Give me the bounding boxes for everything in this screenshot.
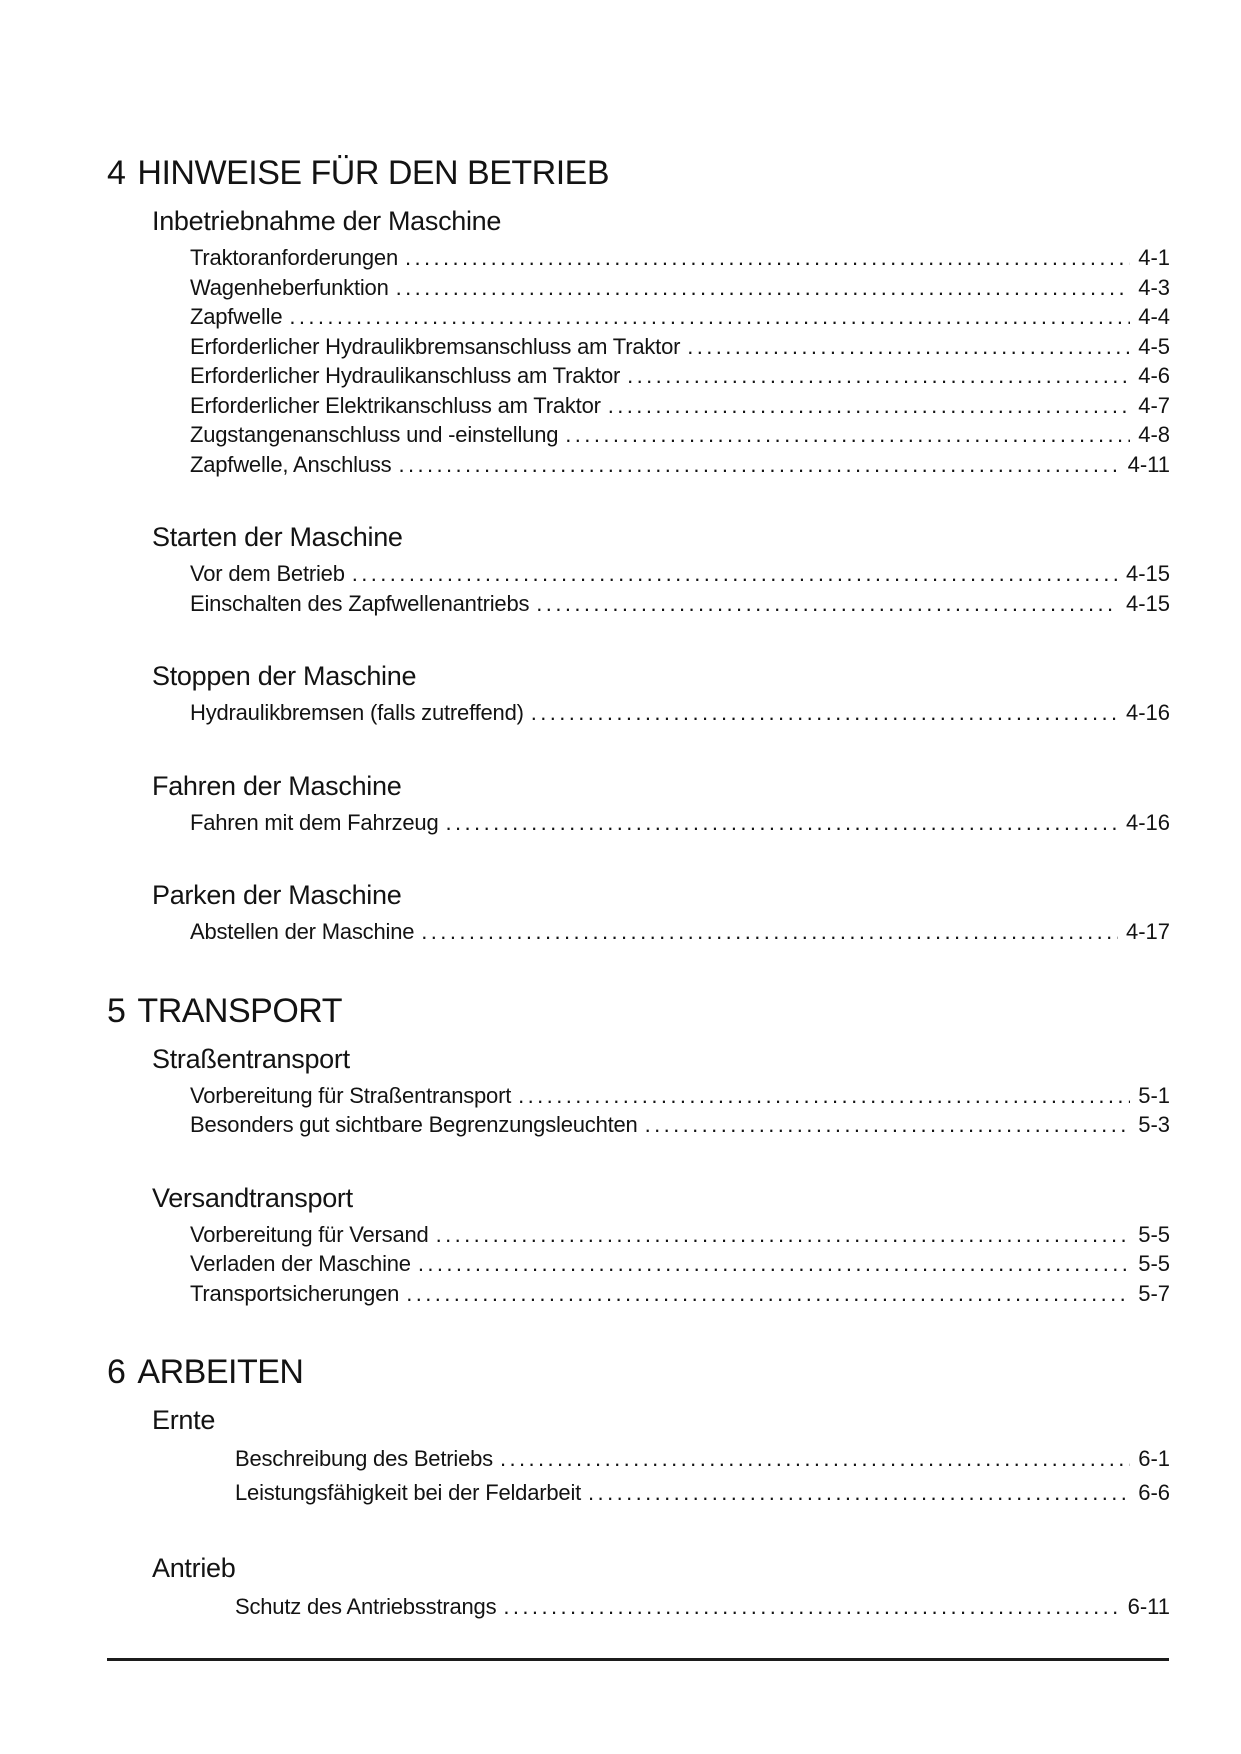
dot-leader <box>446 808 1118 838</box>
toc-item-label: Vorbereitung für Versand <box>190 1221 429 1247</box>
page-number: 4-7 <box>1138 392 1170 418</box>
toc-row <box>235 1476 1170 1510</box>
toc-item-label: Transportsicherungen <box>190 1280 400 1306</box>
section-heading: Versandtransport <box>152 1182 353 1213</box>
chapter-heading <box>107 1352 1170 1392</box>
dot-leader <box>687 332 1130 362</box>
toc-item-label: Erforderlicher Elektrikanschluss am Traktor <box>190 392 601 418</box>
dot-leader <box>396 273 1131 303</box>
dot-leader <box>645 1110 1131 1140</box>
page-number: 4-3 <box>1138 274 1170 300</box>
toc-section <box>107 203 1170 479</box>
toc-list <box>190 698 1170 728</box>
toc-row <box>190 1220 1170 1250</box>
page-number: 4-5 <box>1138 333 1170 359</box>
page-number: 6-6 <box>1138 1480 1170 1505</box>
toc-item-label: Vor dem Betrieb <box>190 561 345 586</box>
section-heading: Stoppen der Maschine <box>152 661 417 691</box>
dot-leader <box>588 1476 1130 1510</box>
toc-item-label: Einschalten des Zapfwellenantriebs <box>190 590 530 616</box>
page-number: 4-16 <box>1125 809 1170 835</box>
toc-list <box>190 1220 1170 1309</box>
toc-section <box>107 519 1170 618</box>
dot-leader <box>608 391 1130 421</box>
section-heading: Ernte <box>152 1405 216 1435</box>
toc-section <box>107 1180 1170 1309</box>
toc-item-label: Verladen der Maschine <box>190 1251 411 1276</box>
toc-row <box>190 808 1170 838</box>
dot-leader <box>418 1249 1130 1279</box>
section-heading: Inbetriebnahme der Maschine <box>152 206 502 236</box>
page-number: 5-5 <box>1138 1221 1170 1247</box>
toc-row <box>190 332 1170 362</box>
toc-row <box>190 420 1170 450</box>
section-heading: Starten der Maschine <box>152 522 403 552</box>
dot-leader <box>436 1220 1131 1250</box>
toc-item-label: Erforderlicher Hydraulikbremsanschluss am Traktor <box>190 333 681 359</box>
toc-row <box>235 1442 1170 1476</box>
toc-row <box>190 1279 1170 1309</box>
dot-leader <box>518 1081 1130 1111</box>
toc-content <box>107 153 1170 1624</box>
toc-item-label: Beschreibung des Betriebs <box>235 1446 493 1471</box>
toc-row <box>190 698 1170 728</box>
chapter-number: 6 <box>107 1353 126 1391</box>
page-number: 4-17 <box>1125 919 1170 944</box>
section-heading: Straßentransport <box>152 1043 350 1074</box>
toc-section <box>107 768 1170 838</box>
page-number: 4-15 <box>1125 561 1170 586</box>
dot-leader <box>398 450 1119 480</box>
dot-leader <box>421 917 1118 947</box>
toc-row <box>190 559 1170 589</box>
toc-list <box>190 917 1170 947</box>
page-number: 5-5 <box>1138 1251 1170 1276</box>
page-number: 4-1 <box>1138 245 1170 270</box>
toc-item-label: Vorbereitung für Straßentransport <box>190 1082 512 1108</box>
dot-leader <box>536 589 1118 619</box>
toc-row <box>190 450 1170 480</box>
page-number: 4-16 <box>1125 700 1170 725</box>
chapter-title: TRANSPORT <box>137 991 342 1030</box>
toc-row <box>190 302 1170 332</box>
chapter-title: HINWEISE FÜR DEN BETRIEB <box>137 154 610 192</box>
toc-item-label: Besonders gut sichtbare Begrenzungsleuchten <box>190 1112 638 1137</box>
toc-list <box>190 808 1170 838</box>
section-heading: Antrieb <box>152 1553 236 1583</box>
toc-row <box>190 1249 1170 1279</box>
toc-item-label: Zapfwelle, Anschluss <box>190 451 392 477</box>
dot-leader <box>627 361 1130 391</box>
dot-leader <box>565 420 1130 450</box>
page-number: 4-6 <box>1138 363 1170 388</box>
toc-section <box>107 1550 1170 1624</box>
section-heading: Parken der Maschine <box>152 880 402 910</box>
page-number: 4-4 <box>1138 304 1170 329</box>
section-heading: Fahren der Maschine <box>152 770 402 801</box>
chapter-number: 4 <box>107 154 126 192</box>
toc-row <box>190 1081 1170 1111</box>
dot-leader <box>405 243 1130 273</box>
toc-section <box>107 877 1170 947</box>
toc-list <box>235 1590 1170 1624</box>
toc-list <box>190 243 1170 479</box>
toc-list <box>190 1081 1170 1140</box>
toc-row <box>190 589 1170 619</box>
toc-item-label: Abstellen der Maschine <box>190 919 415 944</box>
toc-item-label: Leistungsfähigkeit bei der Feldarbeit <box>235 1480 582 1505</box>
dot-leader <box>406 1279 1130 1309</box>
page-number: 6-11 <box>1127 1594 1170 1619</box>
dot-leader <box>531 698 1118 728</box>
toc-item-label: Fahren mit dem Fahrzeug <box>190 809 439 835</box>
page-number: 4-8 <box>1138 422 1170 447</box>
toc-row <box>190 273 1170 303</box>
chapter-heading <box>107 991 1170 1031</box>
toc-item-label: Zapfwelle <box>190 304 283 329</box>
dot-leader <box>289 302 1130 332</box>
toc-section <box>107 1041 1170 1140</box>
dot-leader <box>500 1442 1130 1476</box>
toc-item-label: Wagenheberfunktion <box>190 274 389 300</box>
toc-item-label: Zugstangenanschluss und -einstellung <box>190 422 559 447</box>
toc-row <box>190 391 1170 421</box>
toc-list <box>190 559 1170 618</box>
toc-item-label: Erforderlicher Hydraulikanschluss am Traktor <box>190 363 621 388</box>
toc-list <box>235 1442 1170 1510</box>
toc-item-label: Hydraulikbremsen (falls zutreffend) <box>190 700 524 725</box>
chapter-number: 5 <box>107 991 126 1030</box>
page-number: 5-3 <box>1138 1112 1170 1137</box>
chapter-title: ARBEITEN <box>137 1353 304 1391</box>
page-number: 6-1 <box>1138 1446 1170 1471</box>
toc-section <box>107 1402 1170 1510</box>
toc-row <box>235 1590 1170 1624</box>
toc-section <box>107 658 1170 728</box>
toc-row <box>190 243 1170 273</box>
footer-rule <box>107 1658 1169 1661</box>
page-number: 5-7 <box>1138 1280 1170 1306</box>
chapter-heading <box>107 153 1170 193</box>
toc-row <box>190 917 1170 947</box>
toc-row <box>190 361 1170 391</box>
page-number: 5-1 <box>1138 1082 1170 1108</box>
dot-leader <box>503 1590 1119 1624</box>
toc-row <box>190 1110 1170 1140</box>
page-number: 4-15 <box>1125 590 1170 616</box>
toc-item-label: Schutz des Antriebsstrangs <box>235 1594 497 1619</box>
page-number: 4-11 <box>1127 451 1170 477</box>
dot-leader <box>352 559 1118 589</box>
toc-item-label: Traktoranforderungen <box>190 245 398 270</box>
